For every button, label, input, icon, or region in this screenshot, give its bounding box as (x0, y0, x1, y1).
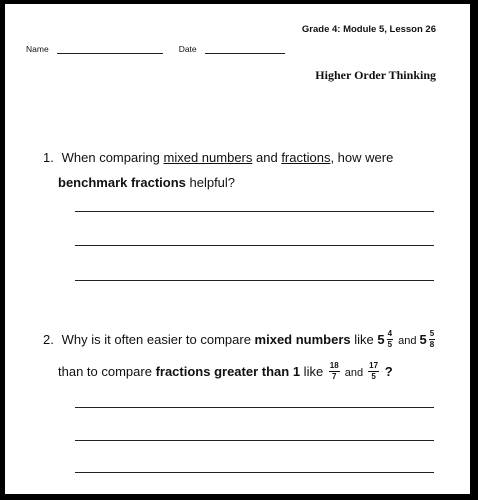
q1-text-c: , how were (330, 150, 394, 165)
question-1-line-2 (58, 176, 235, 189)
q2-answer-line-1[interactable] (75, 407, 434, 408)
question-1-line-1 (43, 151, 393, 164)
mixed-number-2-denominator: 8 (429, 340, 435, 349)
worksheet-page (5, 4, 470, 494)
name-label: Name (26, 44, 49, 54)
question-2-number: 2. (43, 331, 54, 347)
q1-answer-line-2[interactable] (75, 245, 434, 246)
q1-term-mixed-numbers: mixed numbers (163, 150, 253, 165)
question-1-number: 1. (43, 150, 54, 165)
q2-term-mixed-numbers: mixed numbers (254, 331, 351, 347)
fraction-2-denominator: 5 (371, 372, 376, 381)
q2-text-f: and (341, 366, 367, 379)
mixed-number-1-whole: 5 (377, 331, 385, 347)
fraction-1 (329, 362, 340, 381)
fraction-1-numerator: 18 (329, 361, 339, 370)
q2-text-e: like (300, 363, 327, 379)
name-field-line[interactable] (57, 44, 163, 54)
question-2-line-2 (58, 363, 393, 382)
q2-question-mark: ? (381, 363, 393, 379)
q1-text-b: and (252, 150, 282, 165)
question-2-line-1 (43, 331, 437, 350)
q2-text-b: like (350, 331, 378, 347)
q2-text-a: Why is it often easier to compare (61, 331, 255, 347)
mixed-number-1-fraction (387, 330, 393, 349)
lesson-header: Grade 4: Module 5, Lesson 26 (301, 24, 436, 35)
mixed-number-2-whole: 5 (419, 331, 427, 347)
q2-term-fractions-greater-than-1: fractions greater than 1 (155, 363, 301, 379)
q2-answer-line-3[interactable] (75, 472, 434, 473)
name-date-row (26, 44, 301, 54)
date-label: Date (178, 44, 197, 54)
fraction-2-numerator: 17 (369, 361, 379, 370)
q1-text-d: helpful? (185, 175, 236, 190)
section-title: Higher Order Thinking (315, 68, 436, 82)
q2-text-d: than to compare (58, 363, 156, 379)
fraction-1-denominator: 7 (332, 372, 337, 381)
q1-term-fractions: fractions (281, 150, 331, 165)
date-field-line[interactable] (205, 44, 285, 54)
q1-term-benchmark-fractions: benchmark fractions (58, 175, 186, 190)
mixed-number-1-denominator: 5 (387, 340, 393, 349)
q1-text-a: When comparing (61, 150, 164, 165)
mixed-number-1-numerator: 4 (387, 329, 393, 338)
q2-text-c: and (395, 334, 420, 347)
q2-answer-line-2[interactable] (75, 440, 434, 441)
mixed-number-2-fraction (429, 330, 435, 349)
q1-answer-line-3[interactable] (75, 280, 434, 281)
q1-answer-line-1[interactable] (75, 211, 434, 212)
mixed-number-2-numerator: 5 (429, 329, 435, 338)
fraction-2 (368, 362, 379, 381)
